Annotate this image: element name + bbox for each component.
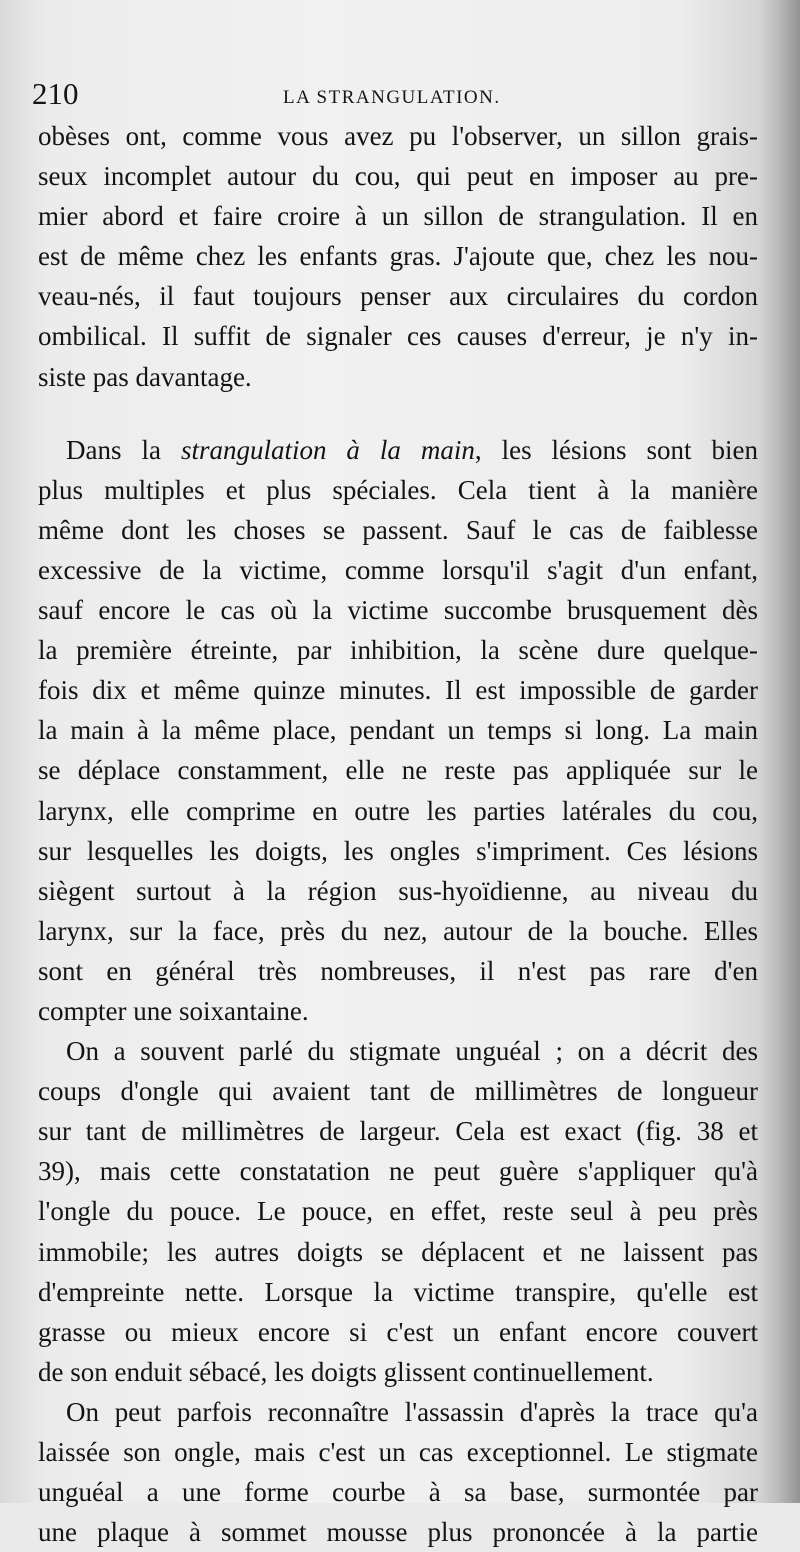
text-line: seux incomplet autour du cou, qui peut en imposer au pre-: [38, 161, 758, 192]
body-text: [38, 116, 758, 1552]
text-line-with-emphasis: [38, 430, 758, 470]
page-header: [32, 74, 752, 114]
text-line: une plaque à sommet mousse plus prononcée à la partie: [38, 1517, 758, 1548]
text-line: la main à la même place, pendant un temps si long. La main: [38, 715, 758, 746]
text-line: veau-nés, il faut toujours penser aux circulaires du cordon: [38, 281, 758, 312]
paragraph-gap: [38, 397, 758, 430]
text-line: la première étreinte, par inhibition, la scène dure quelque-: [38, 635, 758, 666]
text-segment: Dans la: [66, 434, 161, 465]
running-title: LA STRANGULATION.: [283, 87, 501, 108]
text-line: fois dix et même quinze minutes. Il est impossible de garder: [38, 675, 758, 706]
text-line: On a souvent parlé du stigmate unguéal ; on a décrit des: [66, 1036, 758, 1067]
text-line: obèses ont, comme vous avez pu l'observer, un sillon grais-: [38, 121, 758, 151]
text-line: d'empreinte nette. Lorsque la victime transpire, qu'elle est: [38, 1276, 758, 1307]
text-line: unguéal a une forme courbe à sa base, surmontée par: [38, 1477, 758, 1508]
text-line: coups d'ongle qui avaient tant de millimètres de longueur: [38, 1076, 758, 1107]
text-line: sauf encore le cas où la victime succombe brusquement dès: [38, 595, 758, 626]
text-line: est de même chez les enfants gras. J'ajoute que, chez les nou-: [38, 241, 758, 272]
text-line: se déplace constamment, elle ne reste pas appliquée sur le: [38, 755, 758, 786]
text-line: grasse ou mieux encore si c'est un enfant encore couvert: [38, 1316, 758, 1347]
text-line: siègent surtout à la région sus-hyoïdienne, au niveau du: [38, 875, 758, 906]
text-line: larynx, elle comprime en outre les parties latérales du cou,: [38, 795, 758, 826]
text-line: 39), mais cette constatation ne peut guère s'appliquer qu'à: [38, 1156, 758, 1187]
text-line: sur tant de millimètres de largeur. Cela est exact (fig. 38 et: [38, 1116, 758, 1147]
text-line: sur lesquelles les doigts, les ongles s'impriment. Ces lésions: [38, 835, 758, 866]
page-edge-shadow: [758, 0, 800, 1503]
text-line: immobile; les autres doigts se déplacent et ne laissent pas: [38, 1236, 758, 1267]
text-line: laissée son ongle, mais c'est un cas exceptionnel. Le stigmate: [38, 1437, 758, 1467]
text-segment: , les lésions sont bien: [474, 434, 758, 465]
text-line: l'ongle du pouce. Le pouce, en effet, reste seul à peu près: [38, 1196, 758, 1227]
text-line: même dont les choses se passent. Sauf le cas de faiblesse: [38, 514, 758, 545]
text-line: compter une soixantaine.: [38, 995, 309, 1026]
text-line: excessive de la victime, comme lorsqu'il s'agit d'un enfant,: [38, 554, 758, 585]
text-line: ombilical. Il suffit de signaler ces causes d'erreur, je n'y in-: [38, 321, 758, 352]
page-number: 210: [32, 76, 79, 111]
text-line: mier abord et faire croire à un sillon de strangulation. Il en: [38, 201, 758, 232]
text-line: larynx, sur la face, près du nez, autour de la bouche. Elles: [38, 915, 758, 946]
text-line: On peut parfois reconnaître l'assassin d'après la trace qu'a: [66, 1396, 758, 1427]
text-line: plus multiples et plus spéciales. Cela tient à la manière: [38, 474, 758, 505]
text-line: siste pas davantage.: [38, 361, 252, 392]
text-line: sont en général très nombreuses, il n'est pas rare d'en: [38, 955, 758, 986]
text-line: de son enduit sébacé, les doigts glissent continuellement.: [38, 1356, 654, 1387]
emphasis-segment: strangulation à la main: [180, 434, 475, 465]
